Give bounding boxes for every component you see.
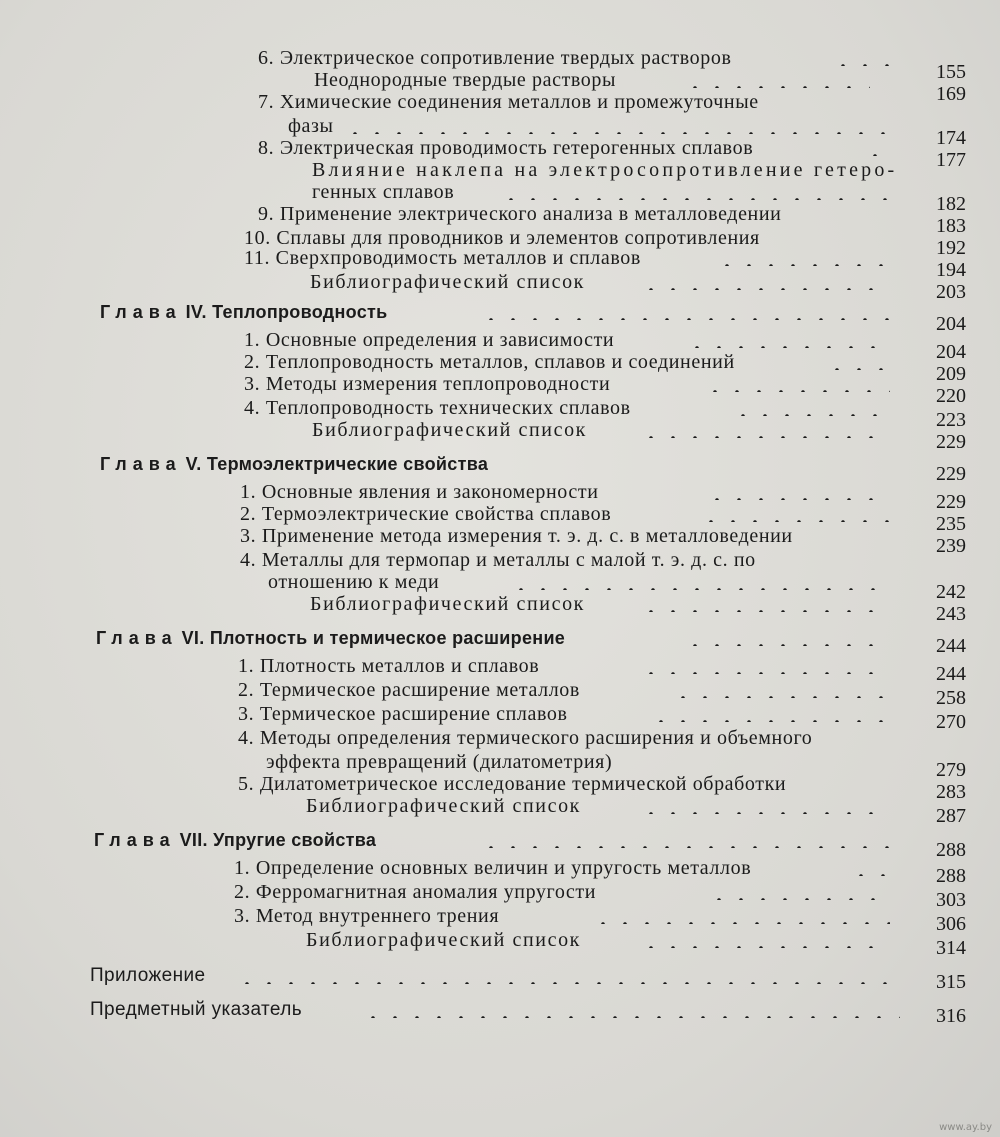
dot-leader [236,968,900,984]
entry-text [258,202,781,226]
dot-leader [344,118,890,134]
entry-text [238,726,812,750]
page-number: 203 [936,281,966,303]
entry-title: генных сплавов [312,181,455,203]
entry-text [306,794,581,818]
entry-title: Теплопроводность металлов, сплавов и соединений [265,351,735,373]
entry-number: 2. [240,503,262,525]
entry-title: Сверхпроводимость металлов и сплавов [275,247,641,269]
dot-leader [510,574,890,590]
dot-leader [826,354,890,370]
chapter-label: Глава [96,628,178,648]
entry-text [244,328,614,352]
page-number: 174 [936,127,966,149]
entry-text [266,750,612,774]
page-number: 229 [936,431,966,453]
entry-title: Приложение [90,965,206,986]
entry-number: 1. [244,329,266,351]
page-number: 242 [936,581,966,603]
page-number: 270 [936,711,966,733]
dot-leader [708,884,890,900]
entry-text [238,654,539,678]
entry-text [240,480,599,504]
entry-title: Термоэлектрические свойства сплавов [261,503,612,525]
entry-title: фазы [288,115,334,137]
entry-number: 2. [234,881,256,903]
entry-text [234,880,596,904]
entry-title: Термическое расширение металлов [259,679,580,701]
entry-text [244,396,631,420]
entry-text [244,350,735,374]
entry-text [90,964,205,988]
entry-title: Библиографический список [306,929,582,951]
page-number: 239 [936,535,966,557]
entry-text [90,998,302,1022]
page-number: 204 [936,313,966,335]
entry-text [258,136,753,160]
entry-title: Химические соединения металлов и промежуточные [279,91,759,113]
entry-title: Библиографический список [312,419,588,441]
entry-title: Сплавы для проводников и элементов сопротивления [276,227,760,249]
entry-title: Неоднородные твердые растворы [314,69,617,91]
page-number: 243 [936,603,966,625]
entry-title: Библиографический список [310,593,586,615]
page-number: 283 [936,781,966,803]
entry-text [312,418,587,442]
dot-leader [832,50,890,66]
entry-title: Влияние наклепа на электросопротивление гетеро- [312,159,898,181]
dot-leader [640,658,890,674]
dot-leader [732,400,890,416]
dot-leader [686,332,890,348]
entry-number: 9. [258,203,280,225]
chapter-number: VII. [179,830,214,850]
dot-leader [480,304,890,320]
entry-text [258,46,732,70]
watermark: www.ay.by [939,1122,992,1133]
dot-leader [640,422,890,438]
entry-text [240,524,793,548]
entry-title: Дилатометрическое исследование термической обработки [259,773,787,795]
page-number: 315 [936,971,966,993]
entry-text [312,180,454,204]
page-number: 316 [936,1005,966,1027]
chapter-number: V. [185,454,207,474]
entry-title: Библиографический список [306,795,582,817]
entry-title: Металлы для термопар и металлы с малой т. э. д. с. по [261,549,756,571]
entry-title: отношению к меди [268,571,440,593]
entry-text [314,68,616,92]
entry-number: 6. [258,47,280,69]
dot-leader [640,274,890,290]
page-number: 288 [936,839,966,861]
page-number: 177 [936,149,966,171]
entry-text [234,856,751,880]
entry-text [240,548,756,572]
entry-title: Методы определения термического расширения и объемного [259,727,813,749]
dot-leader [362,1002,900,1018]
entry-title: Методы измерения теплопроводности [265,373,611,395]
page-number: 279 [936,759,966,781]
chapter-title: Термоэлектрические свойства [206,454,489,474]
entry-number: 2. [244,351,266,373]
page-number: 303 [936,889,966,911]
chapter-number: VI. [181,628,210,648]
dot-leader [716,250,890,266]
page-number: 288 [936,865,966,887]
dot-leader [480,832,890,848]
entry-title: Электрическая проводимость гетерогенных сплавов [279,137,754,159]
dot-leader [640,798,890,814]
page-number: 244 [936,663,966,685]
entry-title: Определение основных величин и упругость металлов [255,857,752,879]
page-number: 306 [936,913,966,935]
dot-leader [592,908,890,924]
page-number: 183 [936,215,966,237]
chapter-number: IV. [185,302,213,322]
page-number: 194 [936,259,966,281]
entry-number: 8. [258,137,280,159]
entry-text [310,270,585,294]
entry-number: 5. [238,773,260,795]
entry-number: 3. [240,525,262,547]
dot-leader [850,860,890,876]
dot-leader [684,72,870,88]
entry-text [96,626,565,650]
page-number: 220 [936,385,966,407]
entry-title: Плотность металлов и сплавов [259,655,540,677]
entry-title: Ферромагнитная аномалия упругости [255,881,597,903]
page-number: 229 [936,491,966,513]
entry-title: Библиографический список [310,271,586,293]
entry-number: 1. [240,481,262,503]
entry-title: Предметный указатель [90,999,303,1020]
entry-number: 1. [238,655,260,677]
entry-text [100,300,388,324]
dot-leader [864,140,890,156]
entry-title: Основные явления и закономерности [261,481,599,503]
entry-text [258,90,759,114]
entry-number: 7. [258,91,280,113]
entry-number: 4. [238,727,260,749]
entry-text [94,828,376,852]
page-number: 244 [936,635,966,657]
entry-text [244,246,641,270]
entry-text [100,452,488,476]
page-number: 182 [936,193,966,215]
dot-leader [650,706,890,722]
entry-title: Основные определения и зависимости [265,329,615,351]
page-number: 209 [936,363,966,385]
chapter-title: Упругие свойства [213,830,377,850]
entry-number: 3. [244,373,266,395]
entry-text [238,702,568,726]
dot-leader [672,682,890,698]
page-number: 287 [936,805,966,827]
entry-number: 3. [234,905,256,927]
entry-text [244,372,610,396]
page-number: 155 [936,61,966,83]
entry-title: Теплопроводность технических сплавов [265,397,631,419]
chapter-title: Теплопроводность [212,302,388,322]
chapter-label: Глава [100,454,182,474]
entry-text [312,158,897,182]
entry-text [234,904,499,928]
entry-number: 10. [244,227,277,249]
entry-number: 11. [244,247,276,269]
page-number: 204 [936,341,966,363]
dot-leader [704,376,890,392]
page-number: 192 [936,237,966,259]
entry-title: Применение метода измерения т. э. д. с. в металловедении [261,525,793,547]
dot-leader [700,506,890,522]
entry-title: Термическое расширение сплавов [259,703,568,725]
entry-number: 1. [234,857,256,879]
entry-title: эффекта превращений (дилатометрия) [266,751,613,773]
page-number: 314 [936,937,966,959]
chapter-label: Глава [94,830,176,850]
dot-leader [640,596,890,612]
entry-text [238,678,580,702]
entry-title: Применение электрического анализа в металловедении [279,203,782,225]
page-number: 229 [936,463,966,485]
page-number: 235 [936,513,966,535]
entry-title: Метод внутреннего трения [255,905,500,927]
entry-text [240,502,611,526]
entry-text [310,592,585,616]
page-number: 258 [936,687,966,709]
entry-text [268,570,439,594]
entry-title: Электрическое сопротивление твердых растворов [279,47,732,69]
chapter-title: Плотность и термическое расширение [209,628,566,648]
page-number: 169 [936,83,966,105]
entry-text [288,114,334,138]
dot-leader [706,484,890,500]
entry-number: 4. [240,549,262,571]
entry-text [238,772,786,796]
dot-leader [684,630,890,646]
entry-text [306,928,581,952]
entry-number: 4. [244,397,266,419]
entry-number: 2. [238,679,260,701]
page-number: 223 [936,409,966,431]
dot-leader [500,184,890,200]
dot-leader [640,932,890,948]
chapter-label: Глава [100,302,182,322]
entry-number: 3. [238,703,260,725]
